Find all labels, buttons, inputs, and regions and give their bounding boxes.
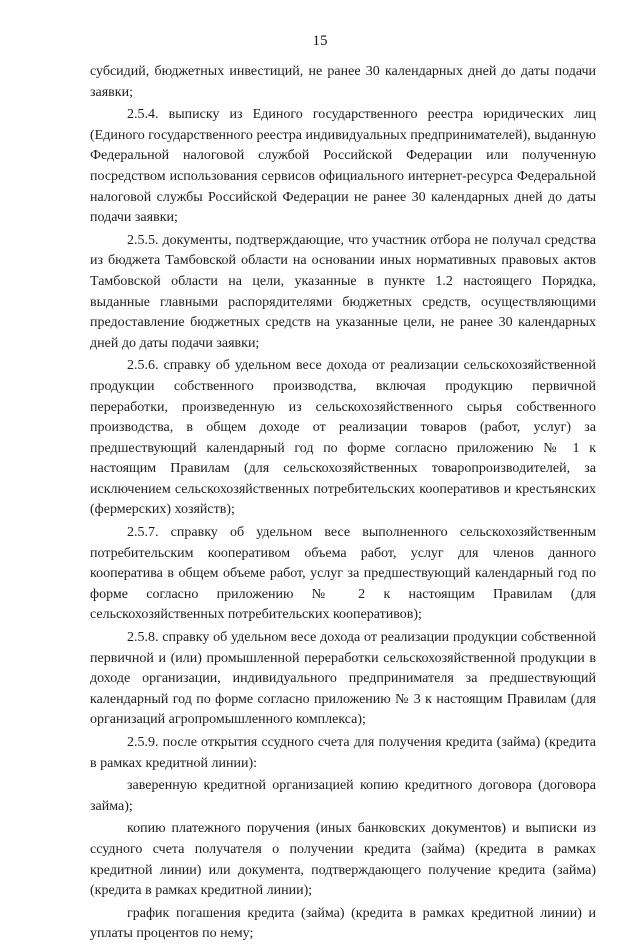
paragraph-2-5-8: 2.5.8. справку об удельном весе дохода от реализации продукции собственной первичной и (или) промышленной переработки сельскохозяйственной продукции в доходе организации, индивидуального предпринимателя за предшествующий календарный год по форме согласно приложению № 3 к настоящим Правилам (для организаций агропромышленного комплекса); (90, 630, 596, 728)
paragraph-continuation: субсидий, бюджетных инвестиций, не ранее 30 календарных дней до даты подачи заявки; (90, 64, 596, 100)
paragraph-2-5-6: 2.5.6. справку об удельном весе дохода от реализации сельскохозяйственной продукции собственного производства, включая продукцию первичной переработки, произведенную из сельскохозяйственного сырья собственного производства, в общем доходе от реализации товаров (работ, услуг) за предшествующий календарный год по форме согласно приложению № 1 к настоящим Правилам (для сельскохозяйственных товаропроизводителей, за исключением сельскохозяйственных потребительских кооперативов и крестьянских (фермерских) хозяйств); (90, 358, 596, 518)
paragraph-2-5-4: 2.5.4. выписку из Единого государственного реестра юридических лиц (Единого государственного реестра индивидуальных предпринимателей), выданную Федеральной налоговой службой Российской Федерации или полученную посредством использования сервисов официального интернет-ресурса Федеральной налоговой службы Российской Федерации не ранее 30 календарных дней до даты подачи заявки; (90, 107, 596, 226)
paragraph-loan-agreement-copy: заверенную кредитной организацией копию кредитного договора (договора займа); (90, 778, 596, 814)
paragraph-2-5-9: 2.5.9. после открытия ссудного счета для получения кредита (займа) (кредита в рамках кредитной линии): (90, 735, 596, 771)
page-number: 15 (312, 33, 328, 49)
paragraph-2-5-5: 2.5.5. документы, подтверждающие, что участник отбора не получал средства из бюджета Тамбовской области на основании иных нормативных правовых актов Тамбовской области на цели, указанные в пункте 1.2 настоящего Порядка, выданные главными распорядителями бюджетных средств, осуществляющими предоставление бюджетных средств на указанные цели, не ранее 30 календарных дней до даты подачи заявки; (90, 232, 596, 351)
paragraph-2-5-7: 2.5.7. справку об удельном весе выполненного сельскохозяйственным потребительским кооперативом объема работ, услуг для членов данного кооператива в общем объеме работ, услуг за предшествующий календарный год по форме согласно приложению № 2 к настоящим Правилам (для сельскохозяйственных потребительских кооперативов); (90, 525, 596, 623)
paragraph-payment-order-copy: копию платежного поручения (иных банковских документов) и выписки из ссудного счета получателя о получении кредита (займа) (кредита в рамках кредитной линии) или документа, подтверждающего получение кредита (займа) (кредита в рамках кредитной линии); (90, 821, 596, 899)
document-body (90, 62, 596, 947)
paragraph-repayment-schedule: график погашения кредита (займа) (кредита в рамках кредитной линии) и уплаты процентов по нему; (90, 905, 596, 942)
